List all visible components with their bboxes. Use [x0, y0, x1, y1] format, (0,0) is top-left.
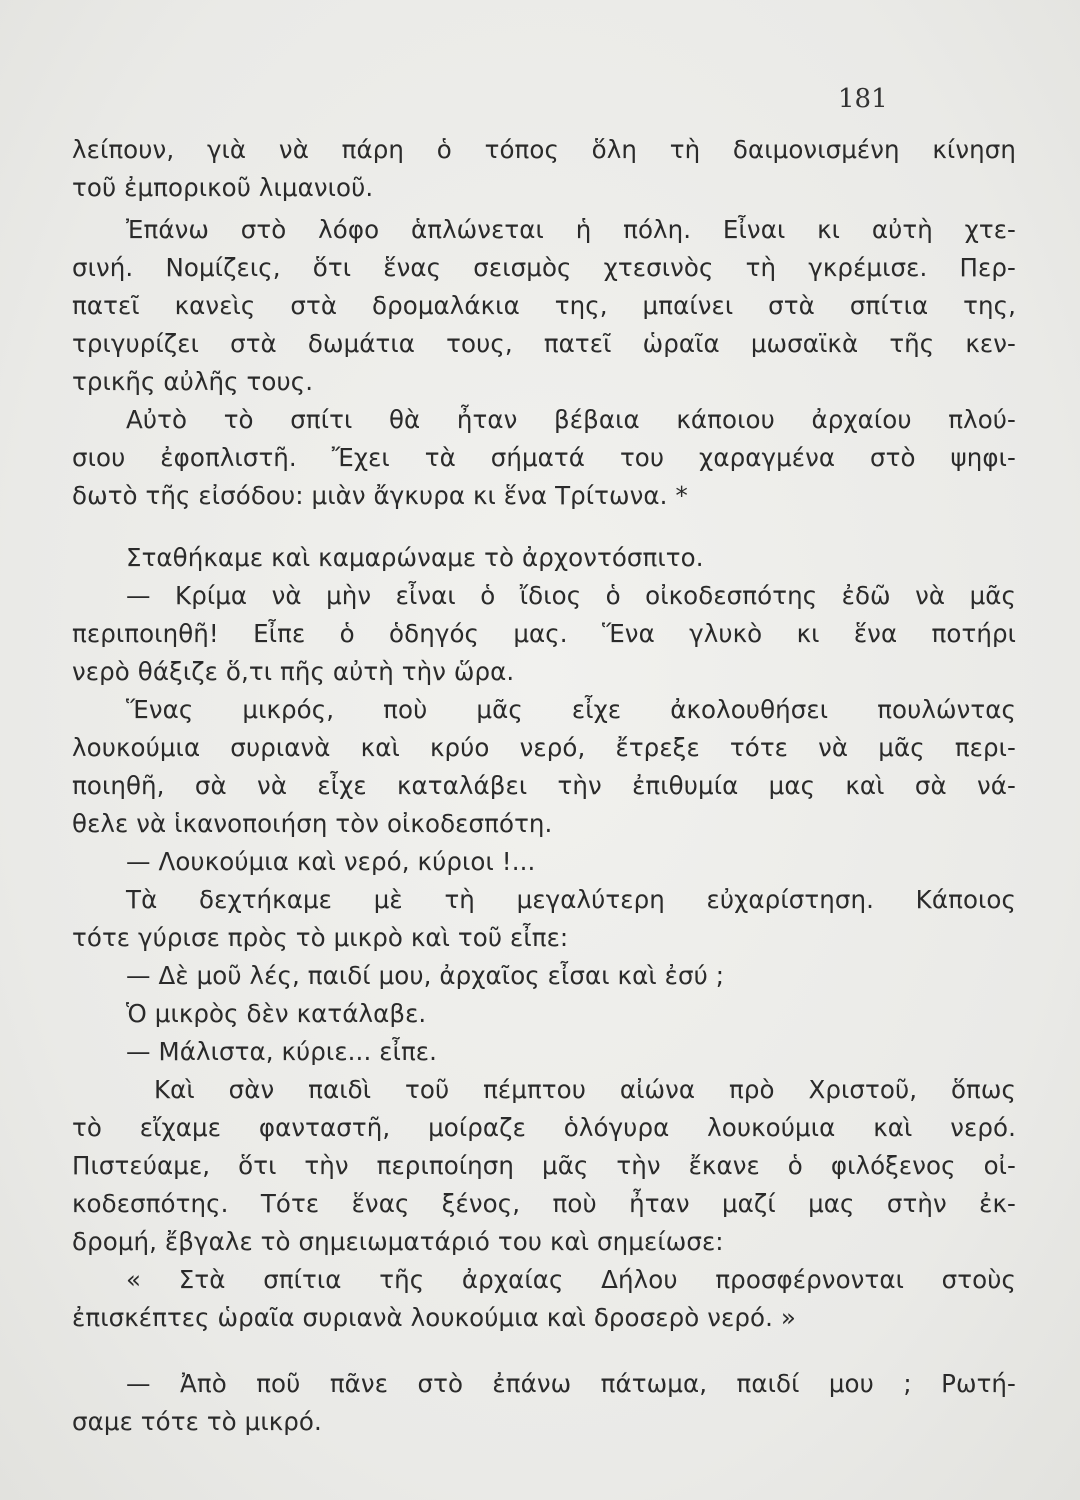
text-line: — Λουκούμια καὶ νερό, κύριοι !... — [126, 847, 536, 876]
text-line: — Δὲ μοῦ λές, παιδί μου, ἀρχαῖος εἶσαι καὶ ἐσύ ; — [126, 961, 725, 990]
text-line: — Κρίμα νὰ μὴν εἶναι ὁ ἴδιος ὁ οἰκοδεσπότης ἐδῶ νὰ μᾶς — [126, 581, 1016, 610]
text-line: δωτὸ τῆς εἰσόδου: μιὰν ἄγκυρα κι ἕνα Τρίτωνα. * — [72, 481, 688, 510]
text-line: σαμε τότε τὸ μικρό. — [72, 1407, 322, 1436]
text-line: ἐπισκέπτες ὡραῖα συριανὰ λουκούμια καὶ δροσερὸ νερό. » — [72, 1303, 796, 1332]
text-line: Σταθήκαμε καὶ καμαρώναμε τὸ ἀρχοντόσπιτο. — [126, 543, 704, 572]
text-line: σινή. Νομίζεις, ὅτι ἕνας σεισμὸς χτεσινὸς τὴ γκρέμισε. Περ- — [72, 253, 1016, 282]
text-line: κοδεσπότης. Τότε ἕνας ξένος, ποὺ ἦταν μαζί μας στὴν ἐκ- — [72, 1189, 1016, 1218]
text-line: λείπουν, γιὰ νὰ πάρη ὁ τόπος ὅλη τὴ δαιμονισμένη κίνηση — [72, 135, 1016, 164]
text-line: Τὰ δεχτήκαμε μὲ τὴ μεγαλύτερη εὐχαρίστηση. Κάποιος — [126, 885, 1016, 914]
text-line: δρομή, ἔβγαλε τὸ σημειωματάριό του καὶ σημείωσε: — [72, 1227, 724, 1256]
text-line: Καὶ σὰν παιδὶ τοῦ πέμπτου αἰώνα πρὸ Χριστοῦ, ὅπως — [154, 1075, 1016, 1104]
text-line: — Μάλιστα, κύριε... εἶπε. — [126, 1037, 438, 1066]
text-line: τότε γύρισε πρὸς τὸ μικρὸ καὶ τοῦ εἶπε: — [72, 923, 569, 952]
text-line: — Ἀπὸ ποῦ πᾶνε στὸ ἐπάνω πάτωμα, παιδί μου ; Ρωτή- — [126, 1369, 1016, 1398]
text-line: τρικῆς αὐλῆς τους. — [72, 367, 314, 396]
page-number: 181 — [838, 84, 888, 114]
text-line: Πιστεύαμε, ὅτι τὴν περιποίηση μᾶς τὴν ἔκανε ὁ φιλόξενος οἰ- — [72, 1151, 1016, 1180]
text-line: Ὁ μικρὸς δὲν κατάλαβε. — [126, 999, 427, 1028]
text-line: τὸ εἴχαμε φανταστῆ, μοίραζε ὁλόγυρα λουκούμια καὶ νερό. — [72, 1113, 1016, 1142]
text-line: σιου ἐφοπλιστῆ. Ἔχει τὰ σήματά του χαραγμένα στὸ ψηφι- — [72, 443, 1016, 472]
text-line: « Στὰ σπίτια τῆς ἀρχαίας Δήλου προσφέρνονται στοὺς — [126, 1265, 1016, 1294]
text-line: περιποιηθῆ! Εἶπε ὁ ὁδηγός μας. Ἕνα γλυκὸ κι ἕνα ποτήρι — [72, 619, 1016, 648]
text-line: τοῦ ἐμπορικοῦ λιμανιοῦ. — [72, 173, 374, 202]
text-line: Ἕνας μικρός, ποὺ μᾶς εἶχε ἀκολουθήσει πουλώντας — [126, 695, 1016, 724]
text-line: νερὸ θάξιζε ὅ,τι πῆς αὐτὴ τὴν ὥρα. — [72, 657, 515, 686]
text-line: πατεῖ κανεὶς στὰ δρομαλάκια της, μπαίνει στὰ σπίτια της, — [72, 291, 1016, 320]
text-line: λουκούμια συριανὰ καὶ κρύο νερό, ἔτρεξε τότε νὰ μᾶς περι- — [72, 733, 1016, 762]
text-line: θελε νὰ ἱκανοποιήση τὸν οἰκοδεσπότη. — [72, 809, 553, 838]
text-line: ποιηθῆ, σὰ νὰ εἶχε καταλάβει τὴν ἐπιθυμία μας καὶ σὰ νά- — [72, 771, 1016, 800]
text-line: Αὐτὸ τὸ σπίτι θὰ ἦταν βέβαια κάποιου ἀρχαίου πλού- — [126, 405, 1016, 434]
text-line: Ἐπάνω στὸ λόφο ἁπλώνεται ἡ πόλη. Εἶναι κι αὐτὴ χτε- — [126, 215, 1016, 244]
text-line: τριγυρίζει στὰ δωμάτια τους, πατεῖ ὡραῖα μωσαϊκὰ τῆς κεν- — [72, 329, 1016, 358]
